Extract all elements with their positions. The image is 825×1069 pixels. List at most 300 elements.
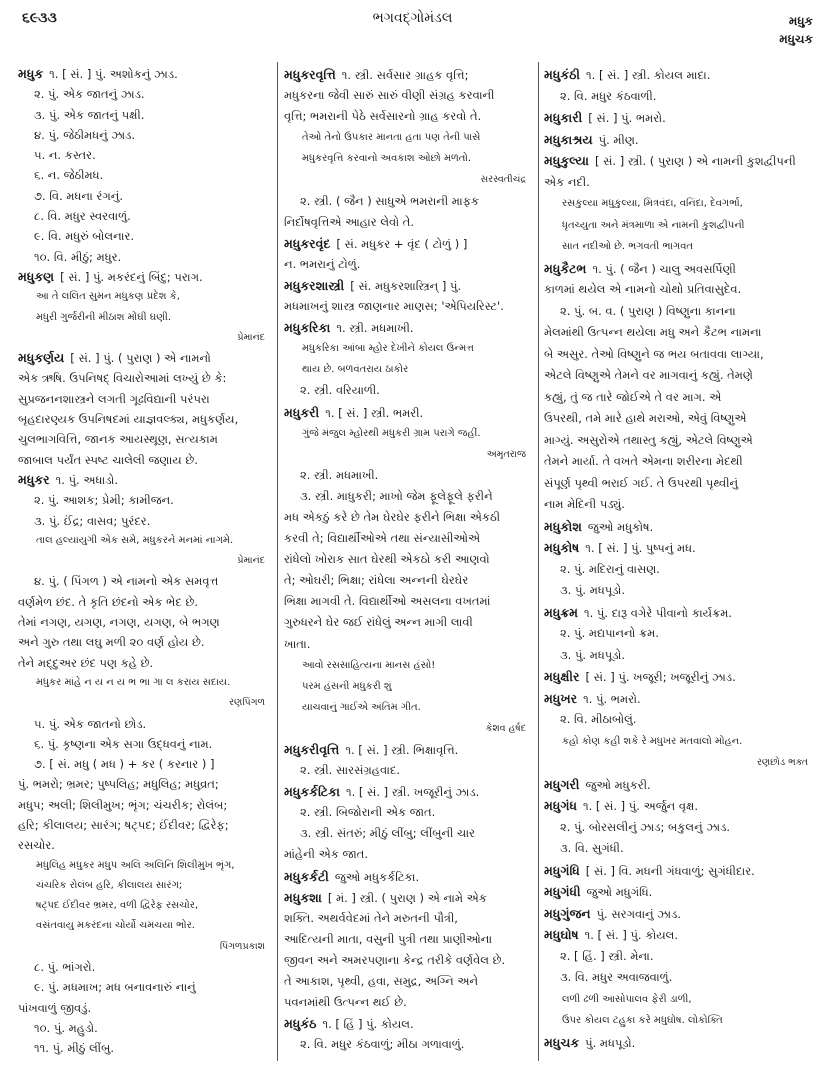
headword: મધુકંઠી bbox=[544, 67, 581, 82]
column-divider bbox=[277, 62, 278, 1061]
quotation-line bbox=[284, 697, 534, 718]
entry-text: માગ્યું. અસુરોએ તથાસ્તુ કહ્યું, એટલે વિષ્ણુએ bbox=[544, 432, 753, 447]
entry-text: મધુરી ગુર્જરીની મીઠાશ મોંઘી ઘણી. bbox=[36, 311, 172, 323]
entry-text: મધુકરવૃત્તિ કરવાનો અવકાશ ઓછો મળતો. bbox=[302, 153, 472, 165]
entry-continuation bbox=[284, 212, 534, 233]
entry-text: મધુલિહ મધુકર મધુપ અલિ અલિનિ શિલીમુખ ભૃંગ, bbox=[36, 859, 235, 871]
entry-text: ૧. પું. ( જૈન ) ચાલુ અવસર્પિણી bbox=[592, 261, 736, 276]
entry-text: મધુપ; અલી; શિલીમુખ; ભૃંગ; ચંચરીક; રોલંબ; bbox=[18, 797, 228, 812]
entry-text: લળી ઢળી આસોપાલવ ફેરી ડાળી, bbox=[562, 993, 692, 1005]
quotation-line bbox=[544, 731, 816, 753]
entry-text: જુઓ મધુકર્કટિકા. bbox=[334, 869, 420, 884]
entry-text: [ સં. મધુકર + વૃંદ ( ટોળું ) ] bbox=[336, 236, 468, 251]
entry-text: ૩. સ્ત્રી. માધુકરી; માખો જેમ ફૂલેફૂલે ફરીને bbox=[300, 488, 493, 503]
entry-sense bbox=[18, 84, 273, 104]
entry-sense bbox=[544, 623, 816, 645]
entry-continuation bbox=[18, 612, 273, 632]
dictionary-entry bbox=[284, 275, 534, 296]
entry-continuation bbox=[544, 172, 816, 194]
entry-text: સુપ્રજનનશાસ્ત્રને લગતી ગૂઢવિદ્યાની પરંપરા bbox=[18, 391, 210, 406]
entry-text: મધ એકઠું કરે છે તેમ ઘેરઘેર ફરીને ભિક્ષા એકઠી bbox=[284, 509, 501, 524]
entry-text: ૧. [ સં. ] સ્ત્રી. ભિક્ષાવૃત્તિ. bbox=[345, 743, 459, 757]
headword: મધુગંધ bbox=[544, 798, 577, 813]
entry-continuation bbox=[544, 387, 816, 409]
headword: મધુકોશ bbox=[544, 518, 582, 534]
quotation-line bbox=[18, 531, 273, 551]
entry-sense bbox=[18, 490, 273, 510]
entry-text: [ સં. ] પું. ( પુરાણ ) એ નામનો bbox=[70, 351, 211, 366]
quotation-line bbox=[284, 359, 534, 380]
entry-sense bbox=[18, 206, 273, 226]
quotation-line bbox=[18, 287, 273, 307]
entry-text: ૮. વિ. મધુર સ્વરવાળું. bbox=[34, 209, 131, 224]
headword: મધુખર bbox=[544, 690, 578, 706]
entry-sense bbox=[18, 977, 273, 997]
entry-continuation bbox=[18, 389, 273, 409]
dictionary-entry bbox=[18, 267, 273, 287]
entry-text: પું. ભમરો; ભ્રમર; પુષ્પલિહ; મધુલિહ; મધુવ્રત; bbox=[18, 777, 219, 792]
dictionary-entry bbox=[284, 64, 534, 85]
entry-continuation bbox=[284, 570, 534, 591]
entry-text: ૧. પું. ભમરો. bbox=[583, 691, 641, 706]
headword: મધુઘોષ bbox=[544, 927, 579, 942]
headword: મધુકરીવૃત્તિ bbox=[284, 742, 340, 757]
entry-text: ૨. સ્ત્રી. મધમાખી. bbox=[300, 467, 379, 482]
entry-text: પું. સરગવાનું ઝાડ. bbox=[596, 906, 681, 921]
page-number: ૬૯૩૩ bbox=[22, 10, 57, 26]
entry-text: વૃત્તિ; ભમરાની પેઠે સર્વસારનો ગ્રાહ કરવો તે. bbox=[284, 109, 482, 124]
dictionary-column-3 bbox=[544, 64, 816, 1053]
entry-text: ૧. [ હિં ] પું. કોયલ. bbox=[322, 1017, 414, 1032]
entry-text: યાચવાનું ગાઈએ અંતિમ ગીત. bbox=[302, 701, 421, 713]
entry-text: ૨. સ્ત્રી. બિજોરાની એક જાત. bbox=[300, 805, 436, 820]
entry-text: જુઓ મધુગંધિ. bbox=[586, 885, 653, 899]
quotation-line bbox=[284, 338, 534, 359]
entry-sense bbox=[544, 645, 816, 667]
dictionary-entry bbox=[544, 688, 816, 710]
entry-text: ૧. [ સં. ] પું. કોયલ. bbox=[584, 928, 679, 942]
entry-text: તે; ઓઘરી; ભિક્ષા; રાંધેલા અન્નની ઘેરઘેર bbox=[284, 573, 469, 588]
headword: મધુકરવૃત્તિ bbox=[284, 67, 336, 82]
headword: મધુકારી bbox=[544, 110, 583, 125]
entry-text: ૨. પું. મદ્યપાનનો ક્રમ. bbox=[560, 626, 659, 640]
entry-continuation bbox=[284, 929, 534, 950]
entry-text: જુઓ મધુકોષ. bbox=[587, 519, 654, 534]
dictionary-entry bbox=[544, 774, 816, 796]
quotation-line bbox=[18, 876, 273, 896]
entry-text: ૩. પું. ઈંદ્ર; વાસવ; પુરંદર. bbox=[34, 513, 151, 528]
entry-continuation bbox=[284, 950, 534, 971]
entry-text: તેમને માર્યા. તે વખતે એમના શરીરના મેદથી bbox=[544, 454, 743, 468]
entry-text: ૨. પું. એક જાતનું ઝાડ. bbox=[34, 87, 145, 102]
entry-sense bbox=[18, 145, 273, 165]
entry-text: ૪. પું. જેઠીમધનું ઝાડ. bbox=[34, 127, 136, 142]
entry-continuation bbox=[544, 344, 816, 366]
quotation-line bbox=[544, 989, 816, 1011]
entry-text: ૧. [ સં. ] સ્ત્રી. કોયલ માદા. bbox=[586, 68, 711, 82]
entry-text: ૧૦. વિ. મીઠું; મધુર. bbox=[34, 249, 122, 264]
entry-text: રસચોર. bbox=[18, 838, 55, 853]
entry-text: ૬. પું. કૃષ્ણના એક સગા ઉદ્ધવનું નામ. bbox=[34, 736, 213, 751]
entry-text: ૧. [ સં. ] પું. અર્જુન વૃક્ષ. bbox=[582, 799, 698, 813]
entry-continuation bbox=[18, 429, 273, 449]
entry-sense bbox=[18, 511, 273, 531]
quotation-line bbox=[544, 215, 816, 237]
entry-sense bbox=[18, 571, 273, 591]
entry-text: જીવન અને અમરપણાના કેન્દ્ર તરીકે વર્ણવેલ છે. bbox=[284, 952, 506, 967]
entry-text: પ્રેમાનંદ bbox=[237, 331, 265, 343]
dictionary-entry bbox=[284, 402, 534, 423]
entry-text: ૧. સ્ત્રી. સર્વસાર ગ્રાહક વૃત્તિ; bbox=[341, 68, 469, 82]
headword: મધુકર્કટી bbox=[284, 868, 329, 884]
entry-text: ૧. [ સં. ] પું. અશોકનું ઝાડ. bbox=[49, 67, 178, 81]
entry-continuation bbox=[18, 632, 273, 652]
quotation-source bbox=[18, 937, 273, 957]
entry-text: ચંચરિક રોલંબ હરિ, કીલાલય સારંગ; bbox=[36, 879, 183, 891]
entry-text: રાંધેલો ખોરાક સાત ઘેરથી એકઠો કરી આણવો bbox=[284, 552, 490, 567]
entry-text: રણછોડ ભક્ત bbox=[756, 757, 808, 768]
entry-text: ૩. પું. મધપૂડો. bbox=[560, 583, 626, 597]
entry-text: ૧. [ સં. ] સ્ત્રી. ભમરી. bbox=[325, 405, 424, 420]
headword: મધુકર્ણય bbox=[18, 350, 65, 366]
entry-text: ૫. ન. કસ્તર. bbox=[34, 148, 96, 163]
entry-text: કહો કોણ કહી શકે રે મધુખર મતવાલો મોહન. bbox=[562, 735, 743, 747]
entry-text: સરસ્વતીચંદ્ર bbox=[480, 174, 526, 186]
entry-text: ૨. સ્ત્રી. સારસંગ્રહવાદ. bbox=[300, 763, 401, 778]
entry-text: ૧. પું. દારૂ વગેરે પીવાનો કાર્યક્રમ. bbox=[583, 605, 732, 620]
entry-text: ૯. વિ. મધુરું બોલનાર. bbox=[34, 229, 135, 244]
entry-text: કહ્યું, તું જ તારે જોઈએ તે વર માગ. એ bbox=[544, 389, 722, 404]
entry-continuation bbox=[284, 634, 534, 655]
entry-sense bbox=[18, 165, 273, 185]
entry-text: ૨. પું. આશક; પ્રેમી; કામીજન. bbox=[34, 493, 174, 508]
entry-text: ૨. વિ. મીઠાબોલું. bbox=[560, 712, 637, 726]
guide-word-last: મધુચક bbox=[779, 32, 813, 46]
entry-sense bbox=[284, 486, 534, 507]
dictionary-entry bbox=[284, 317, 534, 338]
entry-text: ૩. પું. એક જાતનું પક્ષી. bbox=[34, 107, 145, 122]
entry-text: ૨. સ્ત્રી. વરિયાળી. bbox=[300, 383, 380, 398]
entry-text: આ તે લલિત સુમન મધુકણ પ્રદેશ કે, bbox=[36, 291, 180, 303]
quotation-line bbox=[544, 1010, 816, 1032]
entry-sense bbox=[18, 125, 273, 145]
entry-text: આદિત્યની માતા, વસુની પુત્રી તથા પ્રાણીઓના bbox=[284, 931, 493, 946]
entry-text: ભિક્ષા માગવી તે. વિદ્યાર્થીઓ અસલના વખતમાં bbox=[284, 594, 491, 609]
entry-text: [ સં. ] પું. મકરંદનું બિંદુ; પરાગ. bbox=[60, 269, 203, 284]
entry-text: [ સં. ] પું. ભમરો. bbox=[588, 111, 666, 125]
entry-continuation bbox=[18, 409, 273, 429]
entry-text: બૃહદારણ્યક ઉપનિષદમાં યાજ્ઞવલ્ક્ય, મધુકર્ણય, bbox=[18, 412, 239, 427]
entry-text: ૨. પું. બોરસલીનું ઝાડ; બકુલનું ઝાડ. bbox=[560, 819, 731, 834]
entry-sense bbox=[18, 1018, 273, 1038]
entry-sense bbox=[284, 760, 534, 781]
headword: મધુગુંજન bbox=[544, 905, 591, 921]
entry-text: તે આકાશ, પૃથ્વી, હવા, સમુદ્ર, અગ્નિ અને bbox=[284, 974, 479, 989]
entry-text: [ સં. ] પું. ખજૂરી; ખજૂરીનું ઝાડ. bbox=[585, 670, 736, 684]
entry-sense bbox=[544, 86, 816, 108]
entry-sense bbox=[18, 734, 273, 754]
entry-text: ૧૧. પું. મીઠું લીંબુ. bbox=[34, 1041, 114, 1056]
entry-sense bbox=[284, 1034, 534, 1055]
entry-text: થાય છે. બળવંતરાય ઠાકોર bbox=[302, 364, 409, 376]
headword: મધુકરી bbox=[284, 404, 320, 420]
dictionary-entry bbox=[284, 233, 534, 254]
quotation-line bbox=[284, 423, 534, 444]
entry-sense bbox=[544, 559, 816, 581]
entry-continuation bbox=[284, 971, 534, 992]
headword: મધુકશા bbox=[284, 889, 322, 905]
entry-continuation bbox=[284, 254, 534, 275]
entry-sense bbox=[284, 465, 534, 486]
entry-continuation bbox=[18, 774, 273, 794]
entry-sense bbox=[544, 709, 816, 731]
entry-text: ૭. વિ. મધના રંગનું. bbox=[34, 188, 124, 203]
entry-continuation bbox=[18, 998, 273, 1018]
entry-text: તેઓ તેનો ઉપકાર માનતા હતા પણ તેની પાસે bbox=[302, 132, 481, 144]
entry-sense bbox=[284, 191, 534, 212]
entry-continuation bbox=[18, 653, 273, 673]
entry-text: સંપૂર્ણ પૃથ્વી ભરાઈ ગઈ. તે ઉપરથી પૃથ્વીનું bbox=[544, 475, 739, 490]
entry-continuation bbox=[284, 507, 534, 528]
entry-text: રસકુલ્યા મધુકુલ્યા, મિત્રવંદા, વનિંદા, દેવગર્ભા, bbox=[562, 198, 743, 209]
entry-text: ૨. [ હિં. ] સ્ત્રી. મેના. bbox=[560, 948, 654, 963]
entry-continuation bbox=[18, 592, 273, 612]
entry-continuation bbox=[544, 451, 816, 473]
entry-text: જાબાલ પર્યંત સ્પષ્ટ ચાલેલી જણાય છે. bbox=[18, 452, 198, 467]
entry-text: કેશવ હર્ષદ bbox=[485, 722, 526, 734]
dictionary-entry bbox=[544, 516, 816, 538]
entry-sense bbox=[18, 247, 273, 267]
dictionary-entry bbox=[18, 470, 273, 490]
entry-text: ગુરુધરને ઘેર જઈ રાંધેલું અન્ન માગી લાવી bbox=[284, 615, 473, 630]
entry-text: ૬. ન. જેઠીમધ. bbox=[34, 168, 104, 183]
entry-continuation bbox=[544, 408, 816, 430]
dictionary-entry bbox=[544, 107, 816, 129]
entry-text: રણપિંગળ bbox=[229, 697, 265, 709]
entry-continuation bbox=[284, 612, 534, 633]
entry-text: ૩. પું. મધપૂડો. bbox=[560, 647, 626, 662]
entry-text: મધુકરિકા આંબા મ્હોર દેખીને કોયલ ઉન્મત્ત bbox=[302, 343, 474, 355]
entry-text: સાત નદીઓ છે. ભગવતી ભાગવત bbox=[562, 241, 694, 252]
dictionary-entry bbox=[544, 129, 816, 151]
quotation-line bbox=[544, 236, 816, 258]
entry-continuation bbox=[284, 85, 534, 106]
entry-text: પ્રેમાનંદ bbox=[237, 555, 265, 567]
entry-continuation bbox=[284, 296, 534, 317]
entry-text: ચુલભાગવિત્તિ, જાનક આયસ્થૂણ, સત્યકામ bbox=[18, 432, 218, 447]
quotation-line bbox=[284, 127, 534, 148]
guide-word-first: મધુક bbox=[788, 14, 813, 28]
quotation-line bbox=[18, 896, 273, 916]
entry-text: ૯. પું. મધમાખ; મધ બનાવનારું નાનું bbox=[34, 980, 196, 995]
entry-text: કાળમાં થયેલ એ નામનો ચોથો પ્રતિવાસુદેવ. bbox=[544, 282, 742, 296]
entry-continuation bbox=[544, 279, 816, 301]
headword: મધુગંધી bbox=[544, 884, 581, 899]
entry-text: ૧. [ સં. ] પું. પુષ્પનું મધ. bbox=[585, 541, 696, 555]
dictionary-entry bbox=[544, 602, 816, 624]
entry-sense bbox=[284, 823, 534, 844]
entry-text: વર્ણમેળ છંદ. તે કૃતિ છંદનો એક ભેદ છે. bbox=[18, 594, 198, 609]
headword: મધુકણ bbox=[18, 268, 55, 284]
dictionary-entry bbox=[544, 150, 816, 172]
entry-continuation bbox=[284, 844, 534, 865]
quotation-line bbox=[18, 673, 273, 693]
entry-text: ૨. પું. બ. વ. ( પુરાણ ) વિષ્ણુના કાનના bbox=[560, 303, 736, 318]
entry-continuation bbox=[284, 549, 534, 570]
headword: મધુક્રમ bbox=[544, 604, 578, 620]
entry-text: ૩. સ્ત્રી. સંતરું; મીઠું લીંબુ; લીંબુની ચાર bbox=[300, 826, 475, 841]
entry-text: પું. મધપૂડો. bbox=[585, 1035, 636, 1050]
entry-text: ૨. પું. મદિરાનું વાસણ. bbox=[560, 561, 660, 576]
quotation-source bbox=[284, 444, 534, 465]
entry-continuation bbox=[544, 473, 816, 495]
entry-text: [ સં. ] વિ. મધની ગંધવાળું; સુગંધીદાર. bbox=[585, 863, 755, 878]
headword: મધુકરશાસ્ત્રી bbox=[284, 277, 345, 293]
entry-sense bbox=[544, 301, 816, 323]
headword: મધુક્ષીર bbox=[544, 669, 580, 684]
dictionary-entry bbox=[544, 860, 816, 882]
dictionary-entry bbox=[544, 903, 816, 925]
entry-text: ૮. પું. ભાંગરો. bbox=[34, 960, 96, 975]
dictionary-entry bbox=[544, 258, 816, 280]
entry-text: ૧૦. પું. મહુડો. bbox=[34, 1020, 98, 1035]
entry-sense bbox=[544, 946, 816, 968]
quotation-source bbox=[284, 718, 534, 739]
entry-text: હરિ; કીલાલય; સારંગ; ષટ્પદ; ઈંદીવર; દ્વિરેફ; bbox=[18, 817, 229, 832]
entry-sense bbox=[18, 226, 273, 246]
headword: મધુક bbox=[18, 66, 44, 81]
entry-continuation bbox=[544, 430, 816, 452]
dictionary-column-2 bbox=[284, 64, 534, 1055]
entry-text: ૨. સ્ત્રી. ( જૈન ) સાધુએ ભમરાની માફક bbox=[300, 193, 480, 208]
entry-continuation bbox=[284, 528, 534, 549]
quotation-source bbox=[18, 328, 273, 348]
entry-text: તાલ હલ્યાયુગી એક સમે, મધુકરને મનમાં નાગમે. bbox=[36, 534, 234, 546]
entry-sense bbox=[18, 105, 273, 125]
entry-text: તેને મદ્દુઅર છંદ પણ કહે છે. bbox=[18, 655, 154, 670]
headword: મધુકર bbox=[18, 471, 50, 487]
entry-continuation bbox=[544, 365, 816, 387]
entry-continuation bbox=[284, 908, 534, 929]
dictionary-entry bbox=[284, 887, 534, 908]
dictionary-entry bbox=[544, 881, 816, 903]
entry-text: નામ મેદિની પડ્યું. bbox=[544, 497, 625, 511]
quotation-line bbox=[284, 676, 534, 697]
entry-continuation bbox=[284, 992, 534, 1013]
entry-text: શક્તિ. અથર્વવેદમાં તેને મરુતની પૌત્રી, bbox=[284, 910, 458, 925]
quotation-source bbox=[18, 551, 273, 571]
entry-text: માંહેની એક જાત. bbox=[284, 847, 369, 862]
entry-text: ગુંજે મંજુલ મ્હોરથી મધુકરી ગ્રામ પરાગે જહીં. bbox=[302, 427, 481, 439]
entry-text: પાંખવાળું જીવડું. bbox=[18, 1000, 92, 1015]
entry-sense bbox=[18, 957, 273, 977]
quotation-line bbox=[284, 148, 534, 169]
entry-sense bbox=[18, 714, 273, 734]
entry-continuation bbox=[18, 368, 273, 388]
entry-sense bbox=[18, 754, 273, 774]
dictionary-entry bbox=[284, 866, 534, 887]
entry-text: મધુકર માંહે ન ય ન ય ભ ભા ગા લ કરાય સદાય. bbox=[36, 676, 231, 688]
entry-continuation bbox=[544, 322, 816, 344]
headword: મધુકુલ્યા bbox=[544, 153, 589, 168]
quotation-source bbox=[544, 752, 816, 774]
quotation-line bbox=[284, 655, 534, 676]
dictionary-entry bbox=[18, 64, 273, 84]
headword: મધુકરવૃંદ bbox=[284, 235, 331, 251]
entry-sense bbox=[544, 580, 816, 602]
entry-text: આવો રસસાહિત્યના માનસ હંસો! bbox=[302, 659, 436, 671]
column-divider bbox=[538, 62, 539, 1061]
entry-continuation bbox=[18, 795, 273, 815]
entry-text: ખાતા. bbox=[284, 636, 311, 651]
dictionary-entry bbox=[18, 348, 273, 368]
dictionary-column-1 bbox=[18, 64, 273, 1059]
entry-text: પું. મીણ. bbox=[598, 132, 639, 147]
quotation-line bbox=[18, 856, 273, 876]
entry-text: [ સં. ] સ્ત્રી. ( પુરાણ ) એ નામની કુશદ્વીપની bbox=[594, 154, 796, 168]
page-title: ભગવદ્ગોમંડલ bbox=[372, 10, 453, 26]
quotation-line bbox=[544, 193, 816, 215]
headword: મધુકોષ bbox=[544, 540, 580, 555]
entry-sense bbox=[18, 1038, 273, 1058]
entry-text: ૫. પું. એક જાતનો છોડ. bbox=[34, 716, 147, 731]
entry-text: અમૃતરાજ bbox=[486, 448, 526, 460]
entry-text: ૭. [ સં. મધુ ( મધ ) + કર ( કરનાર ) ] bbox=[34, 757, 215, 772]
entry-continuation bbox=[18, 815, 273, 835]
entry-text: ૨. વિ. મધુર કંઠવાળું; મીઠા ગળાવાળું. bbox=[300, 1037, 465, 1052]
entry-text: એટલે વિષ્ણુએ તેમને વર માગવાનું કહ્યું. તેમણે bbox=[544, 368, 753, 382]
entry-text: ૧. પું. અધાડો. bbox=[55, 472, 119, 487]
entry-continuation bbox=[284, 591, 534, 612]
entry-text: ષટ્પદ ઈંદીવર ભ્રમર, વળી દ્વિરેફ રસચોર, bbox=[36, 900, 199, 912]
headword: મધુકંઠ bbox=[284, 1016, 317, 1032]
entry-sense bbox=[544, 967, 816, 989]
entry-text: એક ઋષિ. ઉપનિષદ્ વિચારોઆમાં લખ્યું છે કે: bbox=[18, 371, 227, 386]
entry-text: જુઓ મધુકરી. bbox=[585, 777, 651, 792]
entry-text: બે અસુર. તેઓ વિષ્ણુને જ ભય બતાવવા લાગ્યા, bbox=[544, 346, 764, 361]
headword: મધુકરિકા bbox=[284, 320, 331, 336]
dictionary-entry bbox=[544, 537, 816, 559]
entry-text: ૪. પું. ( પિંગળ ) એ નામનો એક સમવૃત્ત bbox=[34, 574, 219, 589]
entry-text: મેલમાંથી ઉત્પન્ન થયેલા મધુ અને કૈટભ નામના bbox=[544, 325, 762, 339]
quotation-source bbox=[284, 169, 534, 190]
entry-text: એક નદી. bbox=[544, 174, 590, 189]
entry-text: [ સં. મધુકરશાસ્ત્રિન્ ] પું. bbox=[350, 278, 462, 293]
entry-text: પરમ હંસની મધુકરી શું bbox=[302, 680, 392, 692]
entry-text: પિંગળપ્રકાશ bbox=[219, 940, 265, 952]
dictionary-entry bbox=[544, 795, 816, 817]
entry-text: પવનમાંથી ઉત્પન્ન થઈ છે. bbox=[284, 995, 407, 1010]
dictionary-entry bbox=[284, 781, 534, 802]
entry-text: કરવી તે; વિદ્યાર્થીઓએ તથા સંન્યાસીઓએ bbox=[284, 531, 481, 546]
entry-text: ૧. સ્ત્રી. મધમાખી. bbox=[336, 321, 414, 336]
entry-text: ઉપર કોયલ ટહુકા કરે મધુઘોષ. લોકોક્તિ bbox=[562, 1015, 723, 1026]
entry-text: મધમાખનું શાસ્ત્ર જાણનાર માણસ; 'એપિયરિસ્ટ'. bbox=[284, 299, 504, 314]
entry-text: ધૃતચ્યુતા અને મંત્રમાળા એ નામની કુશદ્વીપની bbox=[562, 219, 745, 231]
entry-text: [ મં. ] સ્ત્રી. ( પુરાણ ) એ નામે એક bbox=[327, 890, 487, 905]
dictionary-entry bbox=[284, 1013, 534, 1034]
entry-text: ૨. વિ. મધુર કંઠવાળી. bbox=[560, 88, 657, 103]
quotation-source bbox=[18, 693, 273, 713]
quotation-line bbox=[18, 916, 273, 936]
entry-continuation bbox=[284, 106, 534, 127]
quotation-line bbox=[18, 308, 273, 328]
entry-text: ન. ભમરાનું ટોળું. bbox=[284, 256, 361, 271]
entry-text: અને ગુરુ તથા લઘુ મળી ૨૦ વર્ણ હોય છે. bbox=[18, 635, 205, 650]
entry-sense bbox=[284, 380, 534, 401]
entry-text: મધુકરના જેવી સારું સારું વીણી સંગ્રહ કરવાની bbox=[284, 88, 495, 103]
headword: મધુગરી bbox=[544, 776, 580, 792]
